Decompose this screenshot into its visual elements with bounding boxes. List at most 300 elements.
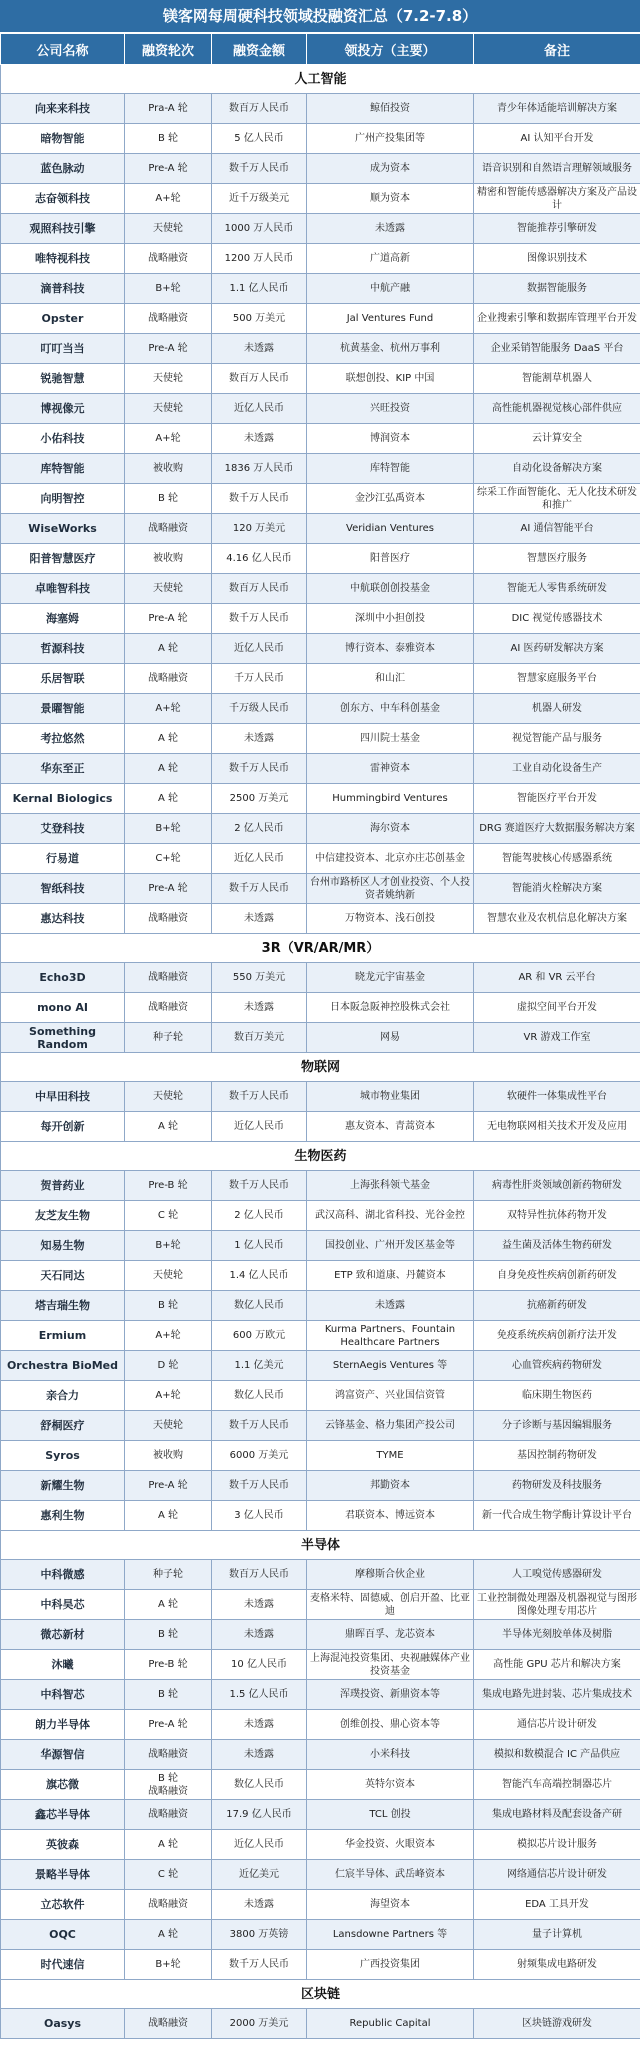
round-cell: 战略融资 — [125, 304, 212, 334]
lead-investor-cell: Kurma Partners、Fountain Healthcare Partners — [307, 1321, 474, 1351]
amount-cell: 2 亿人民币 — [212, 814, 307, 844]
company-cell: 中科智芯 — [1, 1680, 125, 1710]
notes-cell: DIC 视觉传感器技术 — [474, 604, 640, 634]
company-cell: 艾登科技 — [1, 814, 125, 844]
table-row — [1, 1830, 640, 1860]
notes-cell: 图像识别技术 — [474, 244, 640, 274]
notes-cell: 模拟和数模混合 IC 产品供应 — [474, 1740, 640, 1770]
table-row — [1, 1920, 640, 1950]
notes-cell: 软硬件一体集成性平台 — [474, 1082, 640, 1112]
lead-investor-cell: TCL 创投 — [307, 1800, 474, 1830]
amount-cell: 数千万人民币 — [212, 1950, 307, 1980]
table-row — [1, 574, 640, 604]
table-row — [1, 1950, 640, 1980]
notes-cell: 青少年体适能培训解决方案 — [474, 94, 640, 124]
table-row — [1, 244, 640, 274]
notes-cell: AI 医药研发解决方案 — [474, 634, 640, 664]
company-cell: 友芝友生物 — [1, 1201, 125, 1231]
table-row — [1, 694, 640, 724]
lead-investor-cell: 成为资本 — [307, 154, 474, 184]
round-cell: 战略融资 — [125, 963, 212, 993]
company-cell: 知易生物 — [1, 1231, 125, 1261]
company-cell: 卓唯智科技 — [1, 574, 125, 604]
round-cell: Pra-A 轮 — [125, 94, 212, 124]
amount-cell: 未透露 — [212, 1710, 307, 1740]
amount-cell: 2 亿人民币 — [212, 1201, 307, 1231]
company-cell: 库特智能 — [1, 454, 125, 484]
amount-cell: 数百万人民币 — [212, 574, 307, 604]
lead-investor-cell: 麦格米特、固德威、创启开盈、比亚迪 — [307, 1590, 474, 1620]
amount-cell: 3800 万英镑 — [212, 1920, 307, 1950]
section-title: 区块链 — [1, 1980, 640, 2009]
company-cell: 滴普科技 — [1, 274, 125, 304]
lead-investor-cell: 摩穆斯合伙企业 — [307, 1560, 474, 1590]
company-cell: 塔吉瑞生物 — [1, 1291, 125, 1321]
round-cell: A+轮 — [125, 694, 212, 724]
table-row — [1, 544, 640, 574]
notes-cell: VR 游戏工作室 — [474, 1023, 640, 1053]
table-row — [1, 394, 640, 424]
company-cell: WiseWorks — [1, 514, 125, 544]
table-row — [1, 154, 640, 184]
round-cell: Pre-A 轮 — [125, 154, 212, 184]
table-row — [1, 1770, 640, 1800]
table-row — [1, 814, 640, 844]
round-cell: 天使轮 — [125, 364, 212, 394]
lead-investor-cell: 联想创投、KIP 中国 — [307, 364, 474, 394]
amount-cell: 600 万欧元 — [212, 1321, 307, 1351]
company-cell: 锐驰智慧 — [1, 364, 125, 394]
amount-cell: 未透露 — [212, 334, 307, 364]
lead-investor-cell: 仁宸半导体、武岳峰资本 — [307, 1860, 474, 1890]
round-cell: C+轮 — [125, 844, 212, 874]
lead-investor-cell: 浑璞投资、新鼎资本等 — [307, 1680, 474, 1710]
lead-investor-cell: 晓龙元宇宙基金 — [307, 963, 474, 993]
table-row — [1, 1411, 640, 1441]
amount-cell: 1.1 亿人民币 — [212, 274, 307, 304]
lead-investor-cell: Republic Capital — [307, 2009, 474, 2039]
round-cell: 天使轮 — [125, 214, 212, 244]
round-cell: B+轮 — [125, 274, 212, 304]
lead-investor-cell: 上海混沌投资集团、央视融媒体产业投资基金 — [307, 1650, 474, 1680]
company-cell: 旗芯微 — [1, 1770, 125, 1800]
table-row — [1, 1501, 640, 1531]
lead-investor-cell: 日本阪急阪神控股株式会社 — [307, 993, 474, 1023]
column-header-company: 公司名称 — [1, 34, 125, 65]
notes-cell: 智能推荐引擎研发 — [474, 214, 640, 244]
amount-cell: 数千万人民币 — [212, 154, 307, 184]
column-header-lead-investor: 领投方（主要） — [307, 34, 474, 65]
amount-cell: 4.16 亿人民币 — [212, 544, 307, 574]
amount-cell: 未透露 — [212, 1740, 307, 1770]
amount-cell: 1200 万人民币 — [212, 244, 307, 274]
amount-cell: 近亿人民币 — [212, 844, 307, 874]
round-cell: B+轮 — [125, 1950, 212, 1980]
table-row — [1, 184, 640, 214]
company-cell: 惠达科技 — [1, 904, 125, 934]
section-title: 物联网 — [1, 1053, 640, 1082]
amount-cell: 近亿人民币 — [212, 1112, 307, 1142]
notes-cell: 智能割草机器人 — [474, 364, 640, 394]
section-header-row — [1, 1142, 640, 1171]
round-cell: Pre-B 轮 — [125, 1650, 212, 1680]
table-row — [1, 1231, 640, 1261]
notes-cell: 云计算安全 — [474, 424, 640, 454]
amount-cell: 数亿人民币 — [212, 1291, 307, 1321]
company-cell: 叮叮当当 — [1, 334, 125, 364]
amount-cell: 5 亿人民币 — [212, 124, 307, 154]
lead-investor-cell: 四川院士基金 — [307, 724, 474, 754]
company-cell: OQC — [1, 1920, 125, 1950]
notes-cell: 智能汽车高端控制器芯片 — [474, 1770, 640, 1800]
notes-cell: 工业自动化设备生产 — [474, 754, 640, 784]
amount-cell: 数千万人民币 — [212, 874, 307, 904]
round-cell: C 轮 — [125, 1201, 212, 1231]
lead-investor-cell: 库特智能 — [307, 454, 474, 484]
column-header-round: 融资轮次 — [125, 34, 212, 65]
table-row — [1, 304, 640, 334]
company-cell: Ermium — [1, 1321, 125, 1351]
table-row — [1, 1590, 640, 1620]
notes-cell: 分子诊断与基因编辑服务 — [474, 1411, 640, 1441]
table-row — [1, 1082, 640, 1112]
lead-investor-cell: 阳普医疗 — [307, 544, 474, 574]
table-row — [1, 724, 640, 754]
company-cell: 新耀生物 — [1, 1471, 125, 1501]
round-cell: C 轮 — [125, 1860, 212, 1890]
company-cell: 中早田科技 — [1, 1082, 125, 1112]
table-row — [1, 214, 640, 244]
lead-investor-cell: 国投创业、广州开发区基金等 — [307, 1231, 474, 1261]
amount-cell: 未透露 — [212, 993, 307, 1023]
notes-cell: 网络通信芯片设计研发 — [474, 1860, 640, 1890]
notes-cell: 模拟芯片设计服务 — [474, 1830, 640, 1860]
lead-investor-cell: 广西投资集团 — [307, 1950, 474, 1980]
company-cell: 舒桐医疗 — [1, 1411, 125, 1441]
amount-cell: 1.4 亿人民币 — [212, 1261, 307, 1291]
amount-cell: 数亿人民币 — [212, 1381, 307, 1411]
lead-investor-cell: 上海张科领弋基金 — [307, 1171, 474, 1201]
round-cell: Pre-A 轮 — [125, 1710, 212, 1740]
lead-investor-cell: 创东方、中车科创基金 — [307, 694, 474, 724]
notes-cell: 机器人研发 — [474, 694, 640, 724]
notes-cell: 集成电路材料及配套设备产研 — [474, 1800, 640, 1830]
lead-investor-cell: 中航联创创投基金 — [307, 574, 474, 604]
table-row — [1, 844, 640, 874]
amount-cell: 数亿人民币 — [212, 1770, 307, 1800]
notes-cell: 病毒性肝炎领域创新药物研发 — [474, 1171, 640, 1201]
section-title: 半导体 — [1, 1531, 640, 1560]
table-row — [1, 993, 640, 1023]
company-cell: 乐居智联 — [1, 664, 125, 694]
round-cell: 天使轮 — [125, 1411, 212, 1441]
lead-investor-cell: TYME — [307, 1441, 474, 1471]
round-cell: A+轮 — [125, 424, 212, 454]
notes-cell: 智能医疗平台开发 — [474, 784, 640, 814]
round-cell: A 轮 — [125, 784, 212, 814]
lead-investor-cell: 台州市路桥区人才创业投资、个人投资者姚纳新 — [307, 874, 474, 904]
company-cell: 景略半导体 — [1, 1860, 125, 1890]
lead-investor-cell: Hummingbird Ventures — [307, 784, 474, 814]
lead-investor-cell: SternAegis Ventures 等 — [307, 1351, 474, 1381]
round-cell: 被收购 — [125, 454, 212, 484]
amount-cell: 未透露 — [212, 1590, 307, 1620]
amount-cell: 1 亿人民币 — [212, 1231, 307, 1261]
round-cell: 战略融资 — [125, 244, 212, 274]
amount-cell: 2000 万美元 — [212, 2009, 307, 2039]
round-cell: 战略融资 — [125, 993, 212, 1023]
round-cell: Pre-A 轮 — [125, 604, 212, 634]
lead-investor-cell: 云锋基金、格力集团产投公司 — [307, 1411, 474, 1441]
lead-investor-cell: 广道高新 — [307, 244, 474, 274]
company-cell: Opster — [1, 304, 125, 334]
table-row — [1, 963, 640, 993]
lead-investor-cell: Lansdowne Partners 等 — [307, 1920, 474, 1950]
notes-cell: AI 认知平台开发 — [474, 124, 640, 154]
round-cell: B 轮 — [125, 1620, 212, 1650]
notes-cell: 抗癌新药研发 — [474, 1291, 640, 1321]
round-cell: B 轮 战略融资 — [125, 1770, 212, 1800]
amount-cell: 数千万人民币 — [212, 1411, 307, 1441]
table-row — [1, 1112, 640, 1142]
company-cell: Orchestra BioMed — [1, 1351, 125, 1381]
company-cell: 小佑科技 — [1, 424, 125, 454]
company-cell: 蓝色脉动 — [1, 154, 125, 184]
lead-investor-cell: 顺为资本 — [307, 184, 474, 214]
lead-investor-cell: 深圳中小担创投 — [307, 604, 474, 634]
lead-investor-cell: 君联资本、博远资本 — [307, 1501, 474, 1531]
amount-cell: 1.1 亿美元 — [212, 1351, 307, 1381]
company-cell: 智纸科技 — [1, 874, 125, 904]
amount-cell: 3 亿人民币 — [212, 1501, 307, 1531]
company-cell: 行易道 — [1, 844, 125, 874]
notes-cell: 虚拟空间平台开发 — [474, 993, 640, 1023]
table-row — [1, 424, 640, 454]
page-title: 镁客网每周硬科技领域投融资汇总（7.2-7.8） — [0, 0, 640, 33]
round-cell: 天使轮 — [125, 574, 212, 604]
round-cell: 战略融资 — [125, 1740, 212, 1770]
table-row — [1, 1860, 640, 1890]
amount-cell: 数百万美元 — [212, 1023, 307, 1053]
round-cell: 被收购 — [125, 544, 212, 574]
table-row — [1, 1560, 640, 1590]
section-header-row — [1, 1053, 640, 1082]
round-cell: Pre-A 轮 — [125, 334, 212, 364]
table-row — [1, 364, 640, 394]
amount-cell: 数百万人民币 — [212, 1560, 307, 1590]
amount-cell: 1000 万人民币 — [212, 214, 307, 244]
lead-investor-cell: 惠友资本、青蒿资本 — [307, 1112, 474, 1142]
lead-investor-cell: 海尔资本 — [307, 814, 474, 844]
notes-cell: 智慧家庭服务平台 — [474, 664, 640, 694]
amount-cell: 数千万人民币 — [212, 1471, 307, 1501]
company-cell: 贺普药业 — [1, 1171, 125, 1201]
company-cell: 中科昊芯 — [1, 1590, 125, 1620]
round-cell: A 轮 — [125, 1920, 212, 1950]
notes-cell: 免疫系统疾病创新疗法开发 — [474, 1321, 640, 1351]
amount-cell: 千万级人民币 — [212, 694, 307, 724]
round-cell: A+轮 — [125, 184, 212, 214]
company-cell: 向明智控 — [1, 484, 125, 514]
lead-investor-cell: 万物资本、浅石创投 — [307, 904, 474, 934]
company-cell: Kernal Biologics — [1, 784, 125, 814]
notes-cell: 射频集成电路研发 — [474, 1950, 640, 1980]
table-row — [1, 274, 640, 304]
amount-cell: 近亿人民币 — [212, 1830, 307, 1860]
company-cell: 每开创新 — [1, 1112, 125, 1142]
notes-cell: 集成电路先进封装、芯片集成技术 — [474, 1680, 640, 1710]
company-cell: 华源智信 — [1, 1740, 125, 1770]
round-cell: A 轮 — [125, 1830, 212, 1860]
amount-cell: 500 万美元 — [212, 304, 307, 334]
round-cell: 战略融资 — [125, 514, 212, 544]
table-row — [1, 1890, 640, 1920]
round-cell: Pre-B 轮 — [125, 1171, 212, 1201]
amount-cell: 数千万人民币 — [212, 754, 307, 784]
notes-cell: 通信芯片设计研发 — [474, 1710, 640, 1740]
table-row — [1, 1171, 640, 1201]
round-cell: B+轮 — [125, 814, 212, 844]
round-cell: 被收购 — [125, 1441, 212, 1471]
notes-cell: 视觉智能产品与服务 — [474, 724, 640, 754]
amount-cell: 数百万人民币 — [212, 364, 307, 394]
notes-cell: DRG 赛道医疗大数据服务解决方案 — [474, 814, 640, 844]
company-cell: 考拉悠然 — [1, 724, 125, 754]
company-cell: 观照科技引擎 — [1, 214, 125, 244]
lead-investor-cell: 网易 — [307, 1023, 474, 1053]
amount-cell: 未透露 — [212, 724, 307, 754]
lead-investor-cell: 雷神资本 — [307, 754, 474, 784]
company-cell: 沐曦 — [1, 1650, 125, 1680]
notes-cell: 量子计算机 — [474, 1920, 640, 1950]
amount-cell: 120 万美元 — [212, 514, 307, 544]
notes-cell: 自动化设备解决方案 — [474, 454, 640, 484]
amount-cell: 近亿美元 — [212, 1860, 307, 1890]
notes-cell: 益生菌及活体生物药研发 — [474, 1231, 640, 1261]
round-cell: B 轮 — [125, 124, 212, 154]
notes-cell: 新一代合成生物学酶计算设计平台 — [474, 1501, 640, 1531]
notes-cell: 工业控制微处理器及机器视觉与图形图像处理专用芯片 — [474, 1590, 640, 1620]
amount-cell: 近亿人民币 — [212, 634, 307, 664]
round-cell: A+轮 — [125, 1321, 212, 1351]
table-row — [1, 754, 640, 784]
round-cell: A 轮 — [125, 634, 212, 664]
notes-cell: 语音识别和自然语言理解领域服务 — [474, 154, 640, 184]
section-header-row — [1, 1531, 640, 1560]
table-row — [1, 334, 640, 364]
lead-investor-cell: 鼎晖百孚、龙芯资本 — [307, 1620, 474, 1650]
section-title: 人工智能 — [1, 65, 640, 94]
company-cell: 鑫芯半导体 — [1, 1800, 125, 1830]
round-cell: 战略融资 — [125, 1800, 212, 1830]
amount-cell: 1.5 亿人民币 — [212, 1680, 307, 1710]
notes-cell: 智慧农业及农机信息化解决方案 — [474, 904, 640, 934]
round-cell: A 轮 — [125, 754, 212, 784]
notes-cell: 数据智能服务 — [474, 274, 640, 304]
notes-cell: 人工嗅觉传感器研发 — [474, 1560, 640, 1590]
round-cell: A 轮 — [125, 1501, 212, 1531]
lead-investor-cell: 博行资本、泰雅资本 — [307, 634, 474, 664]
amount-cell: 数千万人民币 — [212, 1171, 307, 1201]
amount-cell: 数百万人民币 — [212, 94, 307, 124]
notes-cell: EDA 工具开发 — [474, 1890, 640, 1920]
company-cell: 立芯软件 — [1, 1890, 125, 1920]
notes-cell: AR 和 VR 云平台 — [474, 963, 640, 993]
round-cell: A+轮 — [125, 1381, 212, 1411]
table-row — [1, 1321, 640, 1351]
notes-cell: 综采工作面智能化、无人化技术研发和推广 — [474, 484, 640, 514]
round-cell: B+轮 — [125, 1231, 212, 1261]
company-cell: 朗力半导体 — [1, 1710, 125, 1740]
amount-cell: 1836 万人民币 — [212, 454, 307, 484]
round-cell: B 轮 — [125, 484, 212, 514]
table-row — [1, 1471, 640, 1501]
notes-cell: 区块链游戏研发 — [474, 2009, 640, 2039]
column-header-notes: 备注 — [474, 34, 640, 65]
company-cell: Something Random — [1, 1023, 125, 1053]
table-row — [1, 874, 640, 904]
company-cell: 时代速信 — [1, 1950, 125, 1980]
table-row — [1, 1650, 640, 1680]
table-row — [1, 784, 640, 814]
company-cell: mono AI — [1, 993, 125, 1023]
lead-investor-cell: 中信建投资本、北京亦庄芯创基金 — [307, 844, 474, 874]
section-title: 生物医药 — [1, 1142, 640, 1171]
table-row — [1, 664, 640, 694]
amount-cell: 千万人民币 — [212, 664, 307, 694]
section-header-row — [1, 1980, 640, 2009]
table-row — [1, 1620, 640, 1650]
amount-cell: 近千万级美元 — [212, 184, 307, 214]
notes-cell: 企业搜索引擎和数据库管理平台开发 — [474, 304, 640, 334]
table-row — [1, 94, 640, 124]
notes-cell: 高性能 GPU 芯片和解决方案 — [474, 1650, 640, 1680]
notes-cell: 智能驾驶核心传感器系统 — [474, 844, 640, 874]
table-row — [1, 604, 640, 634]
lead-investor-cell: 英特尔资本 — [307, 1770, 474, 1800]
table-row — [1, 1381, 640, 1411]
company-cell: 唯特视科技 — [1, 244, 125, 274]
round-cell: A 轮 — [125, 1112, 212, 1142]
amount-cell: 近亿人民币 — [212, 394, 307, 424]
company-cell: 海塞姆 — [1, 604, 125, 634]
lead-investor-cell: 杭黄基金、杭州万事利 — [307, 334, 474, 364]
table-row — [1, 124, 640, 154]
company-cell: 暗物智能 — [1, 124, 125, 154]
lead-investor-cell: 鲸佰投资 — [307, 94, 474, 124]
section-header-row — [1, 934, 640, 963]
table-row — [1, 634, 640, 664]
lead-investor-cell: 中航产融 — [307, 274, 474, 304]
round-cell: 战略融资 — [125, 1890, 212, 1920]
table-row — [1, 1800, 640, 1830]
notes-cell: 双特异性抗体药物开发 — [474, 1201, 640, 1231]
lead-investor-cell: ETP 致和道康、丹麓资本 — [307, 1261, 474, 1291]
amount-cell: 10 亿人民币 — [212, 1650, 307, 1680]
lead-investor-cell: 未透露 — [307, 214, 474, 244]
notes-cell: 智慧医疗服务 — [474, 544, 640, 574]
company-cell: 中科微感 — [1, 1560, 125, 1590]
lead-investor-cell: 城市物业集团 — [307, 1082, 474, 1112]
amount-cell: 17.9 亿人民币 — [212, 1800, 307, 1830]
notes-cell: AI 通信智能平台 — [474, 514, 640, 544]
table-row — [1, 1740, 640, 1770]
company-cell: 惠利生物 — [1, 1501, 125, 1531]
round-cell: B 轮 — [125, 1291, 212, 1321]
round-cell: A 轮 — [125, 724, 212, 754]
table-row — [1, 484, 640, 514]
lead-investor-cell: 兴旺投资 — [307, 394, 474, 424]
